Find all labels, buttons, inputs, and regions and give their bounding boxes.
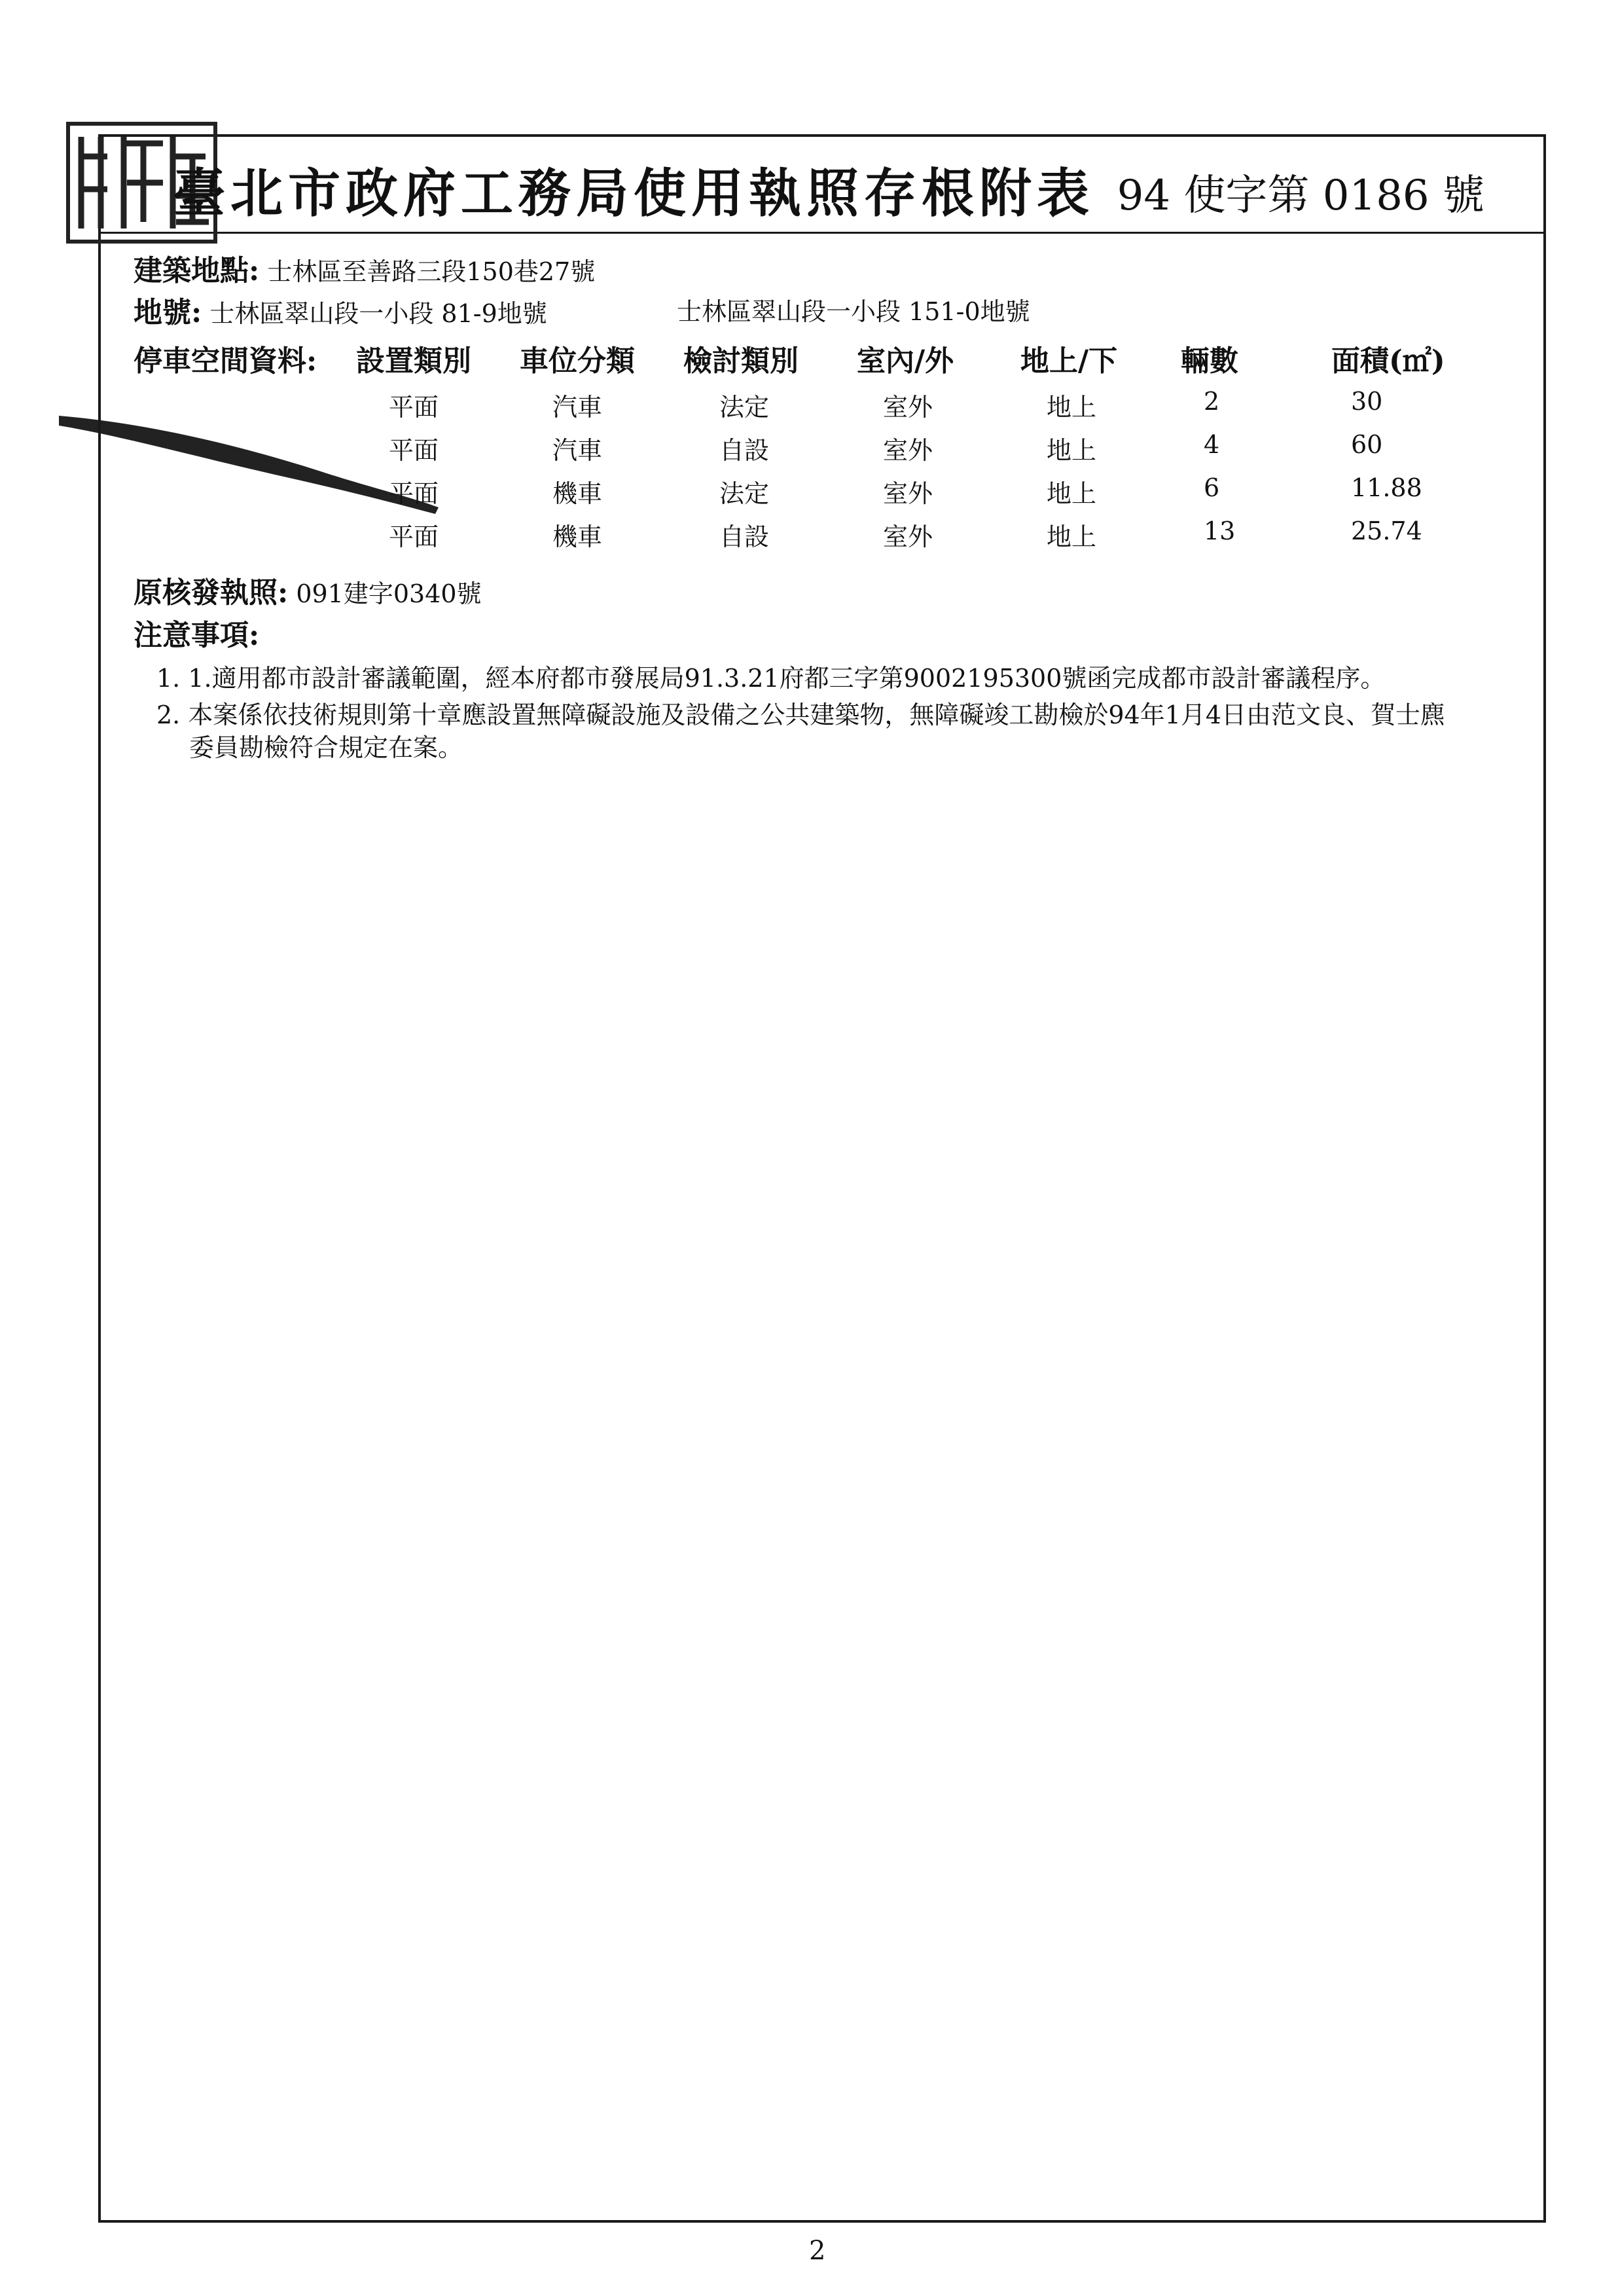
table-cell: 自設 [719, 436, 770, 465]
lot-value-2: 士林區翠山段一小段 151-0地號 [677, 297, 1030, 326]
table-cell: 平面 [389, 479, 439, 508]
lot-value-1: 士林區翠山段一小段 81-9地號 [209, 299, 547, 328]
table-cell: 4 [1204, 430, 1220, 459]
table-cell: 法定 [719, 393, 770, 422]
table-cell: 2 [1204, 387, 1220, 416]
table-cell: 地上 [1047, 393, 1097, 422]
page-number: 2 [809, 2236, 826, 2266]
table-cell: 60 [1351, 430, 1383, 459]
table-cell: 11.88 [1351, 473, 1422, 502]
table-cell: 汽車 [552, 436, 603, 465]
table-cell: 平面 [389, 522, 439, 551]
col-header-setup-type: 設置類別 [356, 344, 471, 378]
address-line [134, 247, 595, 289]
table-cell: 自設 [719, 522, 770, 551]
table-cell: 室外 [883, 522, 933, 551]
original-permit-line [134, 569, 482, 611]
table-cell: 機車 [552, 479, 603, 508]
table-cell: 汽車 [552, 393, 603, 422]
table-cell: 6 [1204, 473, 1220, 502]
col-header-indoor-outdoor: 室內/外 [857, 344, 954, 378]
table-cell: 法定 [719, 479, 770, 508]
col-header-above-below: 地上/下 [1020, 344, 1118, 378]
notes-label: 注意事項: [134, 619, 260, 652]
note-item-2: 2. 本案係依技術規則第十章應設置無障礙設施及設備之公共建築物，無障礙竣工勘檢於94年1月4日由范文良、賀士麃 [156, 701, 1446, 729]
col-header-count: 輛數 [1181, 344, 1238, 378]
document-frame [98, 134, 1546, 2223]
original-permit-label: 原核發執照: [134, 576, 289, 610]
table-cell: 地上 [1047, 436, 1097, 465]
original-permit-value: 091建字0340號 [296, 579, 482, 608]
table-cell: 地上 [1047, 522, 1097, 551]
table-cell: 平面 [389, 436, 439, 465]
address-value: 士林區至善路三段150巷27號 [267, 257, 596, 286]
table-cell: 13 [1204, 517, 1236, 545]
title-row [101, 137, 1543, 234]
note-item-2-continued: 委員勘檢符合規定在案。 [189, 733, 463, 762]
note-item-1: 1. 1.適用都市設計審議範圍，經本府都市發展局91.3.21府都三字第9002195300號函完成都市設計審議程序。 [156, 664, 1386, 693]
table-cell: 室外 [883, 436, 933, 465]
table-cell: 平面 [389, 393, 439, 422]
address-label: 建築地點: [134, 254, 260, 287]
table-cell: 地上 [1047, 479, 1097, 508]
document-number: 94 使字第 0186 號 [1117, 172, 1484, 220]
table-cell: 25.74 [1351, 517, 1422, 545]
table-cell: 室外 [883, 479, 933, 508]
col-header-review-class: 檢討類別 [683, 344, 799, 378]
col-header-area: 面積(㎡) [1331, 344, 1445, 378]
table-cell: 室外 [883, 393, 933, 422]
table-cell: 30 [1351, 387, 1383, 416]
lot-label: 地號: [134, 296, 202, 329]
document-title: 臺北市政府工務局使用執照存根附表 [173, 162, 1094, 224]
lot-line [134, 289, 547, 331]
col-header-space-class: 車位分類 [520, 344, 635, 378]
parking-label: 停車空間資料: [134, 344, 317, 378]
table-cell: 機車 [552, 522, 603, 551]
